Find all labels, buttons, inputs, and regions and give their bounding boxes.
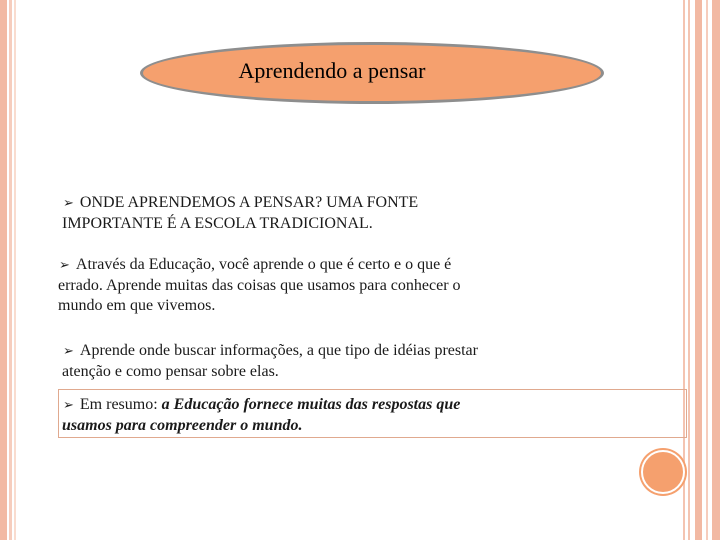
bullet-text: ONDE APRENDEMOS A PENSAR? UMA FONTE IMPORTANTE É A ESCOLA TRADICIONAL. [62,194,419,232]
decorative-circle [641,450,685,494]
left-border-stripe [0,0,7,540]
right-border-stripe [712,0,720,540]
arrow-bullet-icon: ➢ [63,196,74,211]
arrow-bullet-icon: ➢ [59,258,70,273]
bullet-item [62,193,522,234]
bullet-item [58,255,498,316]
right-border-stripe [706,0,708,540]
bullet-text: Através da Educação, você aprende o que é certo e o que é errado. Aprende muitas das coisas que usamos para conhecer o mundo em que vivemos. [58,256,461,314]
summary-lead: Em resumo: [79,396,162,413]
arrow-bullet-icon: ➢ [63,344,74,359]
right-border-stripe [695,0,702,540]
slide-title: Aprendendo a pensar [238,58,426,83]
bullet-text: Aprende onde buscar informações, a que tipo de idéias prestar atenção e como pensar sobre elas. [62,342,478,380]
summary-item [62,395,492,436]
left-border-stripe [14,0,16,540]
summary-emphasis: a Educação fornece muitas das respostas que usamos para compreender o mundo. [62,396,461,434]
right-border-stripe [688,0,690,540]
left-border-stripe [9,0,12,540]
arrow-bullet-icon: ➢ [63,398,74,413]
right-border-stripe [683,0,685,540]
bullet-item [62,341,492,382]
